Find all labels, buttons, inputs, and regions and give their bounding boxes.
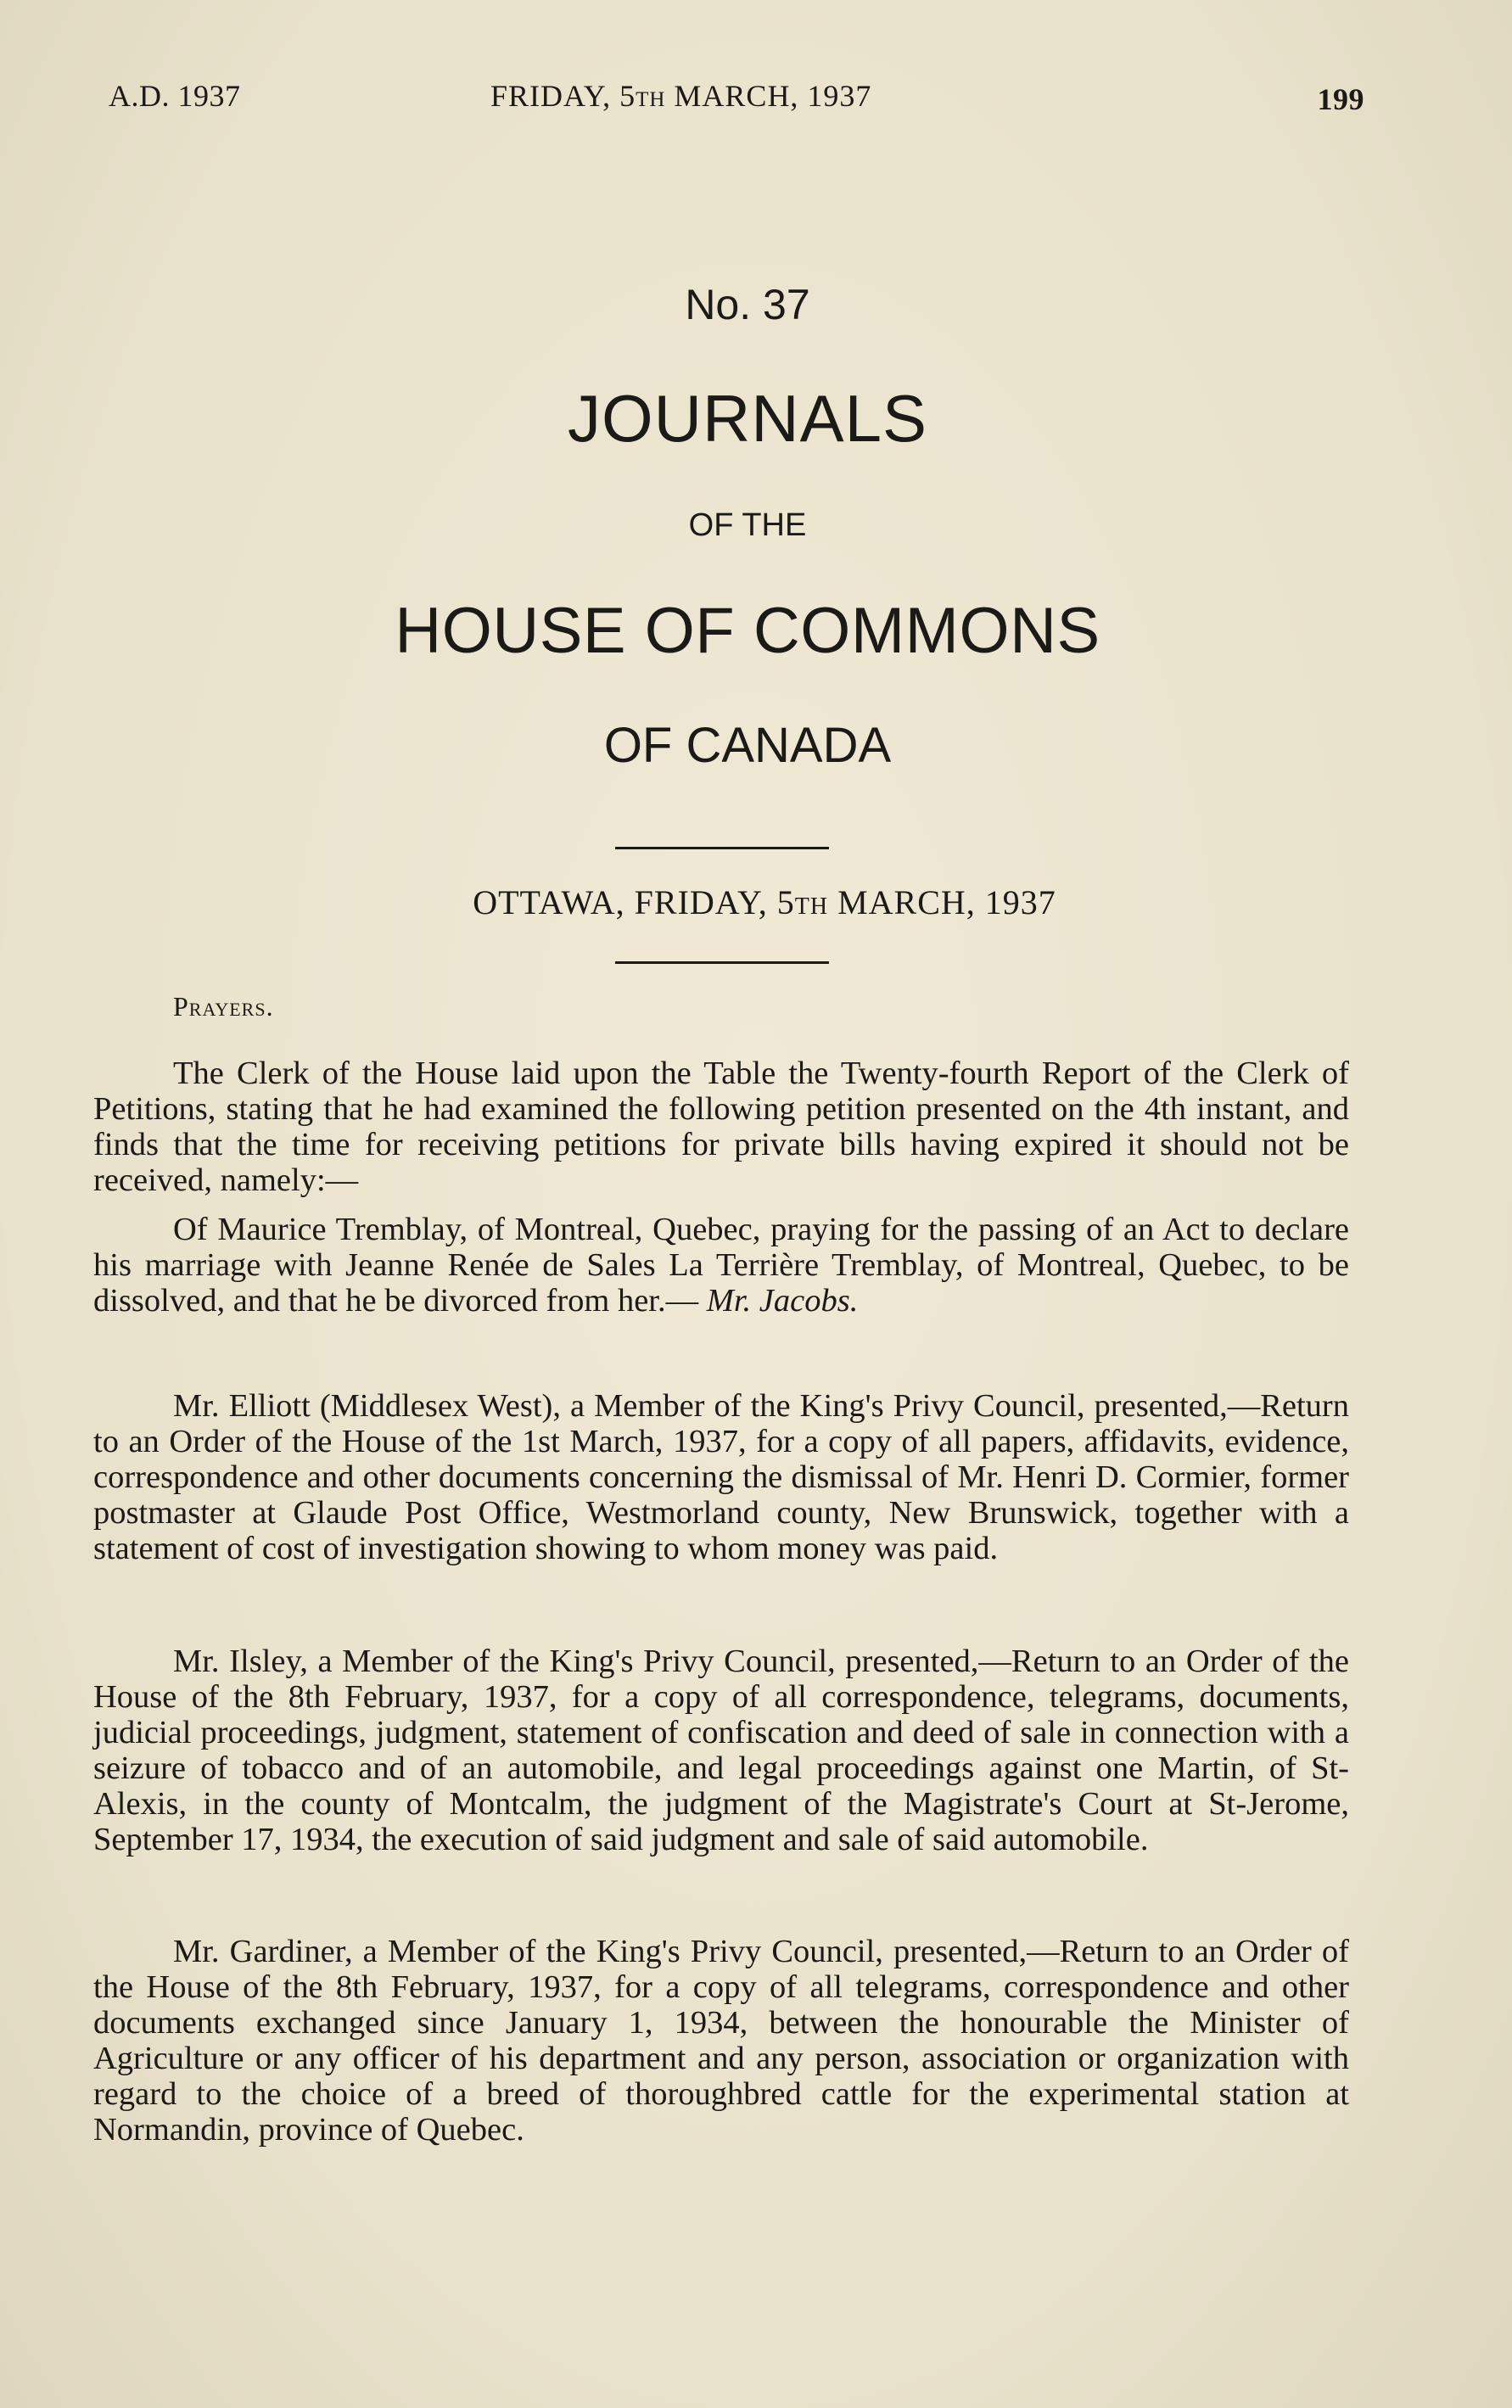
page-number: 199	[1317, 82, 1364, 116]
running-head-year: A.D. 1937	[109, 79, 241, 113]
petition-text: Of Maurice Tremblay, of Montreal, Quebec, praying for the passing of an Act to declare his marriage with Jeanne Renée de Sales La Terrière Tremblay, of Montreal, Quebec, to be dissolved, and that he be divorced from her.—	[93, 1212, 1349, 1319]
running-head-date-day: 5th	[619, 79, 666, 113]
journal-number: No. 37	[685, 281, 810, 328]
paragraph-elliott-return: Mr. Elliott (Middlesex West), a Member of the King's Privy Council, presented,—Return to an Order of the House of the 1st March, 1937, for a copy of all papers, affidavits, evidence, correspondence and other documents concerning the dismissal of Mr. Henri D. Cormier, former postmaster at Glaude Post Office, Westmorland county, New Brunswick, together with a statement of cost of investigation showing to whom money was paid.	[93, 1388, 1349, 1566]
paragraph-gardiner-return: Mr. Gardiner, a Member of the King's Privy Council, presented,—Return to an Order of the House of the 8th February, 1937, for a copy of all telegrams, correspondence and other documents exchanged since January 1, 1934, between the honourable the Minister of Agriculture or any officer of his department and any person, association or organization with regard to the choice of a breed of thoroughbred cattle for the experimental station at Normandin, province of Quebec.	[93, 1934, 1349, 2148]
running-head-date	[490, 78, 871, 114]
prayers-heading: Prayers.	[173, 991, 274, 1022]
of-canada-heading: OF CANADA	[603, 718, 892, 773]
of-the-heading: OF THE	[688, 507, 807, 543]
running-head-date-prefix: FRIDAY,	[490, 79, 620, 113]
dateline-suffix: MARCH, 1937	[828, 883, 1056, 921]
dateline-day: 5th	[776, 883, 829, 921]
petition-mover: Mr. Jacobs.	[706, 1283, 859, 1319]
divider-rule-top	[615, 847, 829, 849]
dateline-prefix: OTTAWA, FRIDAY,	[473, 883, 777, 921]
paragraph-clerk-report: The Clerk of the House laid upon the Table the Twenty-fourth Report of the Clerk of Petitions, stating that he had examined the following petition presented on the 4th instant, and finds that the time for receiving petitions for private bills having expired it should not be received, namely:—	[93, 1056, 1349, 1198]
divider-rule-bottom	[615, 961, 829, 964]
session-dateline	[0, 882, 1512, 922]
journals-heading: JOURNALS	[567, 381, 928, 456]
house-of-commons-heading: HOUSE OF COMMONS	[395, 595, 1100, 667]
running-head-date-suffix: MARCH, 1937	[665, 79, 872, 113]
running-head	[109, 78, 1364, 120]
paragraph-ilsley-return: Mr. Ilsley, a Member of the King's Privy Council, presented,—Return to an Order of the House of the 8th February, 1937, for a copy of all correspondence, telegrams, documents, judicial proceedings, judgment, statement of confiscation and deed of sale in connection with a seizure of tobacco and of an automobile, and legal proceedings against one Martin, of St-Alexis, in the county of Montcalm, the judgment of the Magistrate's Court at St-Jerome, September 17, 1934, the execution of said judgment and sale of said automobile.	[93, 1644, 1349, 1857]
paragraph-tremblay-petition	[93, 1212, 1349, 1319]
